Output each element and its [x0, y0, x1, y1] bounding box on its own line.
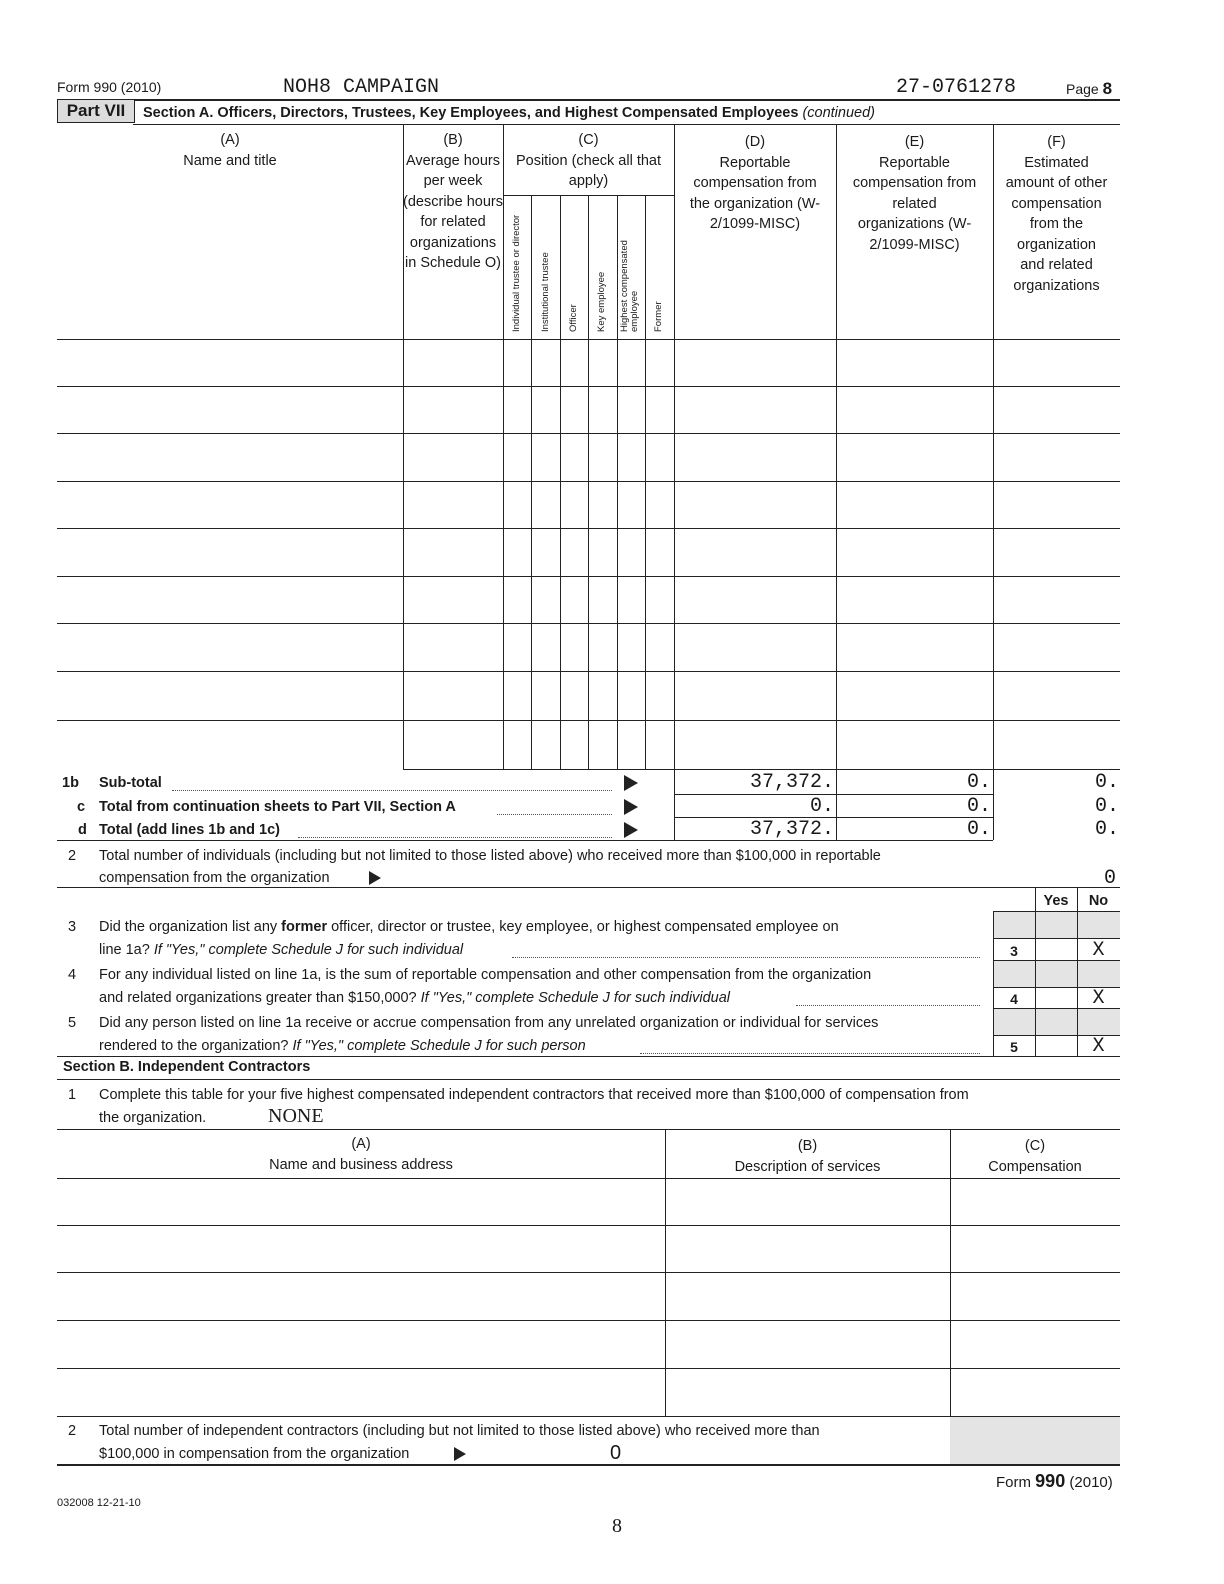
line2-rule — [57, 887, 1120, 888]
q4-cont-ital: If "Yes," complete Schedule J for such individual — [420, 990, 730, 1006]
col-f-text: Estimated amount of other compensation from the organization and related organizations — [1005, 154, 1108, 294]
col-rule — [531, 195, 532, 769]
contractor-col-a-letter: (A) — [351, 1136, 371, 1152]
section-b-line2-text: Total number of independent contractors (including but not limited to those listed above) who received more than — [99, 1423, 820, 1439]
contractors-row-rule — [57, 1272, 1120, 1273]
grid-shade — [993, 911, 1035, 938]
footer-form-number: 990 — [1035, 1471, 1066, 1491]
col-rule — [674, 124, 675, 769]
q4-num: 4 — [68, 967, 77, 983]
total-f: 0. — [1094, 818, 1119, 841]
page-number: 8 — [1102, 79, 1113, 98]
grid-rule — [993, 911, 1120, 912]
col-e-header — [836, 132, 993, 255]
contractors-col-rule — [665, 1129, 666, 1416]
c-sub-officer: Officer — [568, 304, 579, 332]
col-b-text: Average hours per week (describe hours for related organizations in Schedule O) — [403, 152, 503, 271]
line2-num: 2 — [68, 848, 77, 864]
total-d: 37,372. — [749, 818, 834, 841]
q4-leader — [796, 1005, 980, 1006]
grid-shade — [993, 1008, 1120, 1035]
col-a-text: Name and title — [183, 152, 277, 169]
col-b-header — [403, 130, 503, 274]
continuation-arrow-icon — [624, 799, 638, 815]
q3-text-bold: former — [281, 919, 328, 935]
total-arrow-icon — [624, 822, 638, 838]
section-b-title: Section B. Independent Contractors — [63, 1059, 311, 1075]
yes-header: Yes — [1043, 893, 1069, 909]
q3-text-pre: Did the organization list any — [99, 919, 282, 935]
q4-cont-pre: and related organizations greater than $150,000? — [99, 990, 421, 1006]
no-header: No — [1088, 893, 1109, 909]
ein-value: 27-0761278 — [896, 76, 1017, 99]
none-value: NONE — [268, 1105, 324, 1127]
total-e: 0. — [966, 818, 991, 841]
contractor-col-b-header — [665, 1136, 950, 1177]
contractors-row-rule — [57, 1178, 1120, 1179]
q5-cont-ital: If "Yes," complete Schedule J for such person — [292, 1038, 586, 1054]
q3-cont-ital: If "Yes," complete Schedule J for such individual — [153, 942, 464, 958]
section-b-line2-value: 0 — [610, 1442, 622, 1464]
q5-cont-pre: rendered to the organization? — [99, 1038, 293, 1054]
continuation-f: 0. — [1094, 795, 1119, 818]
q5-bottom-rule — [57, 1056, 1120, 1057]
q3-leader — [512, 957, 980, 958]
contractor-col-c-header — [950, 1136, 1120, 1177]
q4-no[interactable]: X — [1092, 987, 1105, 1010]
col-c-text: Position (check all that apply) — [515, 152, 662, 189]
line2-arrow-icon — [369, 871, 381, 885]
continuation-d: 0. — [809, 795, 834, 818]
header-rule — [57, 99, 1120, 101]
continuation-leader — [497, 814, 612, 815]
page-label-text: Page — [1066, 81, 1099, 97]
col-rule — [560, 195, 561, 769]
footer-form-year: (2010) — [1069, 1474, 1113, 1491]
contractor-col-a-header — [57, 1134, 665, 1175]
continuation-num: c — [77, 799, 86, 815]
subtotal-leader — [172, 790, 612, 791]
col-e-text: Reportable compensation from related organizations (W-2/1099-MISC) — [852, 154, 977, 253]
q4-box-num: 4 — [1010, 991, 1018, 1007]
subtotal-arrow-icon — [624, 775, 638, 791]
q4-text: For any individual listed on line 1a, is the sum of reportable compensation and other compensation from the organization — [99, 967, 872, 983]
q3-box-num: 3 — [1010, 943, 1018, 959]
c-sub-highest-compensated: Highest compensated employee — [619, 240, 640, 332]
col-rule — [617, 195, 618, 769]
subtotal-num: 1b — [62, 775, 79, 791]
continuation-e: 0. — [966, 795, 991, 818]
col-rule — [503, 124, 504, 769]
contractor-col-b-text: Description of services — [734, 1158, 881, 1175]
q3-cont-pre: line 1a? — [99, 942, 154, 958]
footer-form-prefix: Form — [996, 1474, 1031, 1491]
col-b-letter: (B) — [443, 132, 463, 148]
footer-code: 032008 12-21-10 — [57, 1497, 141, 1509]
line2-text-cont: compensation from the organization — [99, 870, 330, 886]
section-a-title — [143, 105, 875, 121]
footer-form-label — [996, 1471, 1113, 1492]
total-label: Total (add lines 1b and 1c) — [99, 822, 281, 838]
section-b-line2-num: 2 — [68, 1423, 77, 1439]
page-label — [1066, 79, 1112, 99]
col-rule — [588, 195, 589, 769]
q5-box-num: 5 — [1010, 1039, 1018, 1055]
section-b-line1-num: 1 — [68, 1087, 77, 1103]
col-f-header — [993, 132, 1120, 296]
section-a-title-text: Section A. Officers, Directors, Trustees, Key Employees, and Highest Compensated Employees — [143, 105, 799, 121]
q3-no[interactable]: X — [1092, 939, 1105, 962]
section-b-line2-text-cont: $100,000 in compensation from the organization — [99, 1446, 410, 1462]
grid-shade — [993, 960, 1120, 987]
total-leader — [298, 837, 612, 838]
table-bottom-rule — [403, 769, 1120, 770]
section-b-line2-shade — [950, 1417, 1120, 1464]
col-d-letter: (D) — [744, 134, 766, 150]
q5-num: 5 — [68, 1015, 77, 1031]
grid-rule — [1035, 887, 1036, 1056]
q3-text-post: officer, director or trustee, key employee, or highest compensated employee on — [327, 919, 839, 935]
part-label: Part VII — [57, 99, 135, 123]
section-b-title-rule — [57, 1079, 1120, 1080]
form-label: Form 990 (2010) — [57, 79, 162, 95]
col-rule — [993, 124, 994, 840]
col-rule — [645, 195, 646, 769]
contractors-row-rule — [57, 1368, 1120, 1369]
section-b-line1-text-cont: the organization. — [99, 1110, 207, 1126]
col-d-text: Reportable compensation from the organization (W-2/1099-MISC) — [689, 154, 821, 232]
contractors-col-rule — [950, 1129, 951, 1416]
contractors-row-rule — [57, 1320, 1120, 1321]
organization-name: NOH8 CAMPAIGN — [283, 76, 440, 99]
contractor-col-a-text: Name and business address — [269, 1156, 453, 1173]
q5-text: Did any person listed on line 1a receive or accrue compensation from any unrelated organization or individual for services — [99, 1015, 879, 1031]
continuation-label: Total from continuation sheets to Part VII, Section A — [99, 799, 456, 815]
c-sub-key-employee: Key employee — [596, 271, 607, 332]
q5-text-cont — [99, 1038, 586, 1054]
q3-text — [99, 919, 839, 935]
c-sub-former: Former — [653, 301, 664, 332]
section-a-title-rule — [133, 124, 1120, 125]
q4-text-cont — [99, 990, 730, 1006]
subtotal-f: 0. — [1094, 771, 1119, 794]
contractors-row-rule — [57, 1225, 1120, 1226]
section-a-continued: (continued) — [802, 105, 875, 121]
subtotal-e: 0. — [966, 771, 991, 794]
c-sub-institutional-trustee: Institutional trustee — [540, 252, 551, 332]
q3-num: 3 — [68, 919, 77, 935]
line2-value: 0 — [1104, 867, 1117, 890]
grid-rule — [1077, 887, 1078, 1056]
subtotal-d: 37,372. — [749, 771, 834, 794]
col-d-header — [674, 132, 836, 235]
line2-text: Total number of individuals (including but not limited to those listed above) who received more than $100,000 in reportable — [99, 848, 881, 864]
contractor-col-b-letter: (B) — [797, 1138, 818, 1154]
col-c-header — [503, 130, 674, 192]
q5-no[interactable]: X — [1092, 1035, 1105, 1058]
contractor-col-c-text: Compensation — [988, 1158, 1082, 1175]
col-a-letter: (A) — [220, 132, 240, 148]
contractor-col-c-letter: (C) — [1024, 1138, 1046, 1154]
total-num: d — [78, 822, 87, 838]
c-sub-individual-trustee: Individual trustee or director — [511, 214, 522, 332]
q5-leader — [640, 1053, 980, 1054]
section-b-line1-text: Complete this table for your five highest compensated independent contractors that received more than $100,000 of compensation from — [99, 1087, 969, 1103]
col-rule — [836, 124, 837, 840]
section-b-bottom-rule — [57, 1464, 1120, 1466]
col-e-letter: (E) — [904, 134, 925, 150]
col-rule — [403, 124, 404, 769]
col-a-header — [57, 130, 403, 171]
contractors-header-top-rule — [57, 1129, 1120, 1130]
subtotal-label: Sub-total — [99, 775, 162, 791]
section-b-line2-arrow-icon — [454, 1447, 466, 1461]
col-f-letter: (F) — [1047, 134, 1066, 150]
q3-text-cont — [99, 942, 463, 958]
footer-page-number: 8 — [612, 1515, 622, 1537]
col-c-letter: (C) — [578, 132, 599, 148]
